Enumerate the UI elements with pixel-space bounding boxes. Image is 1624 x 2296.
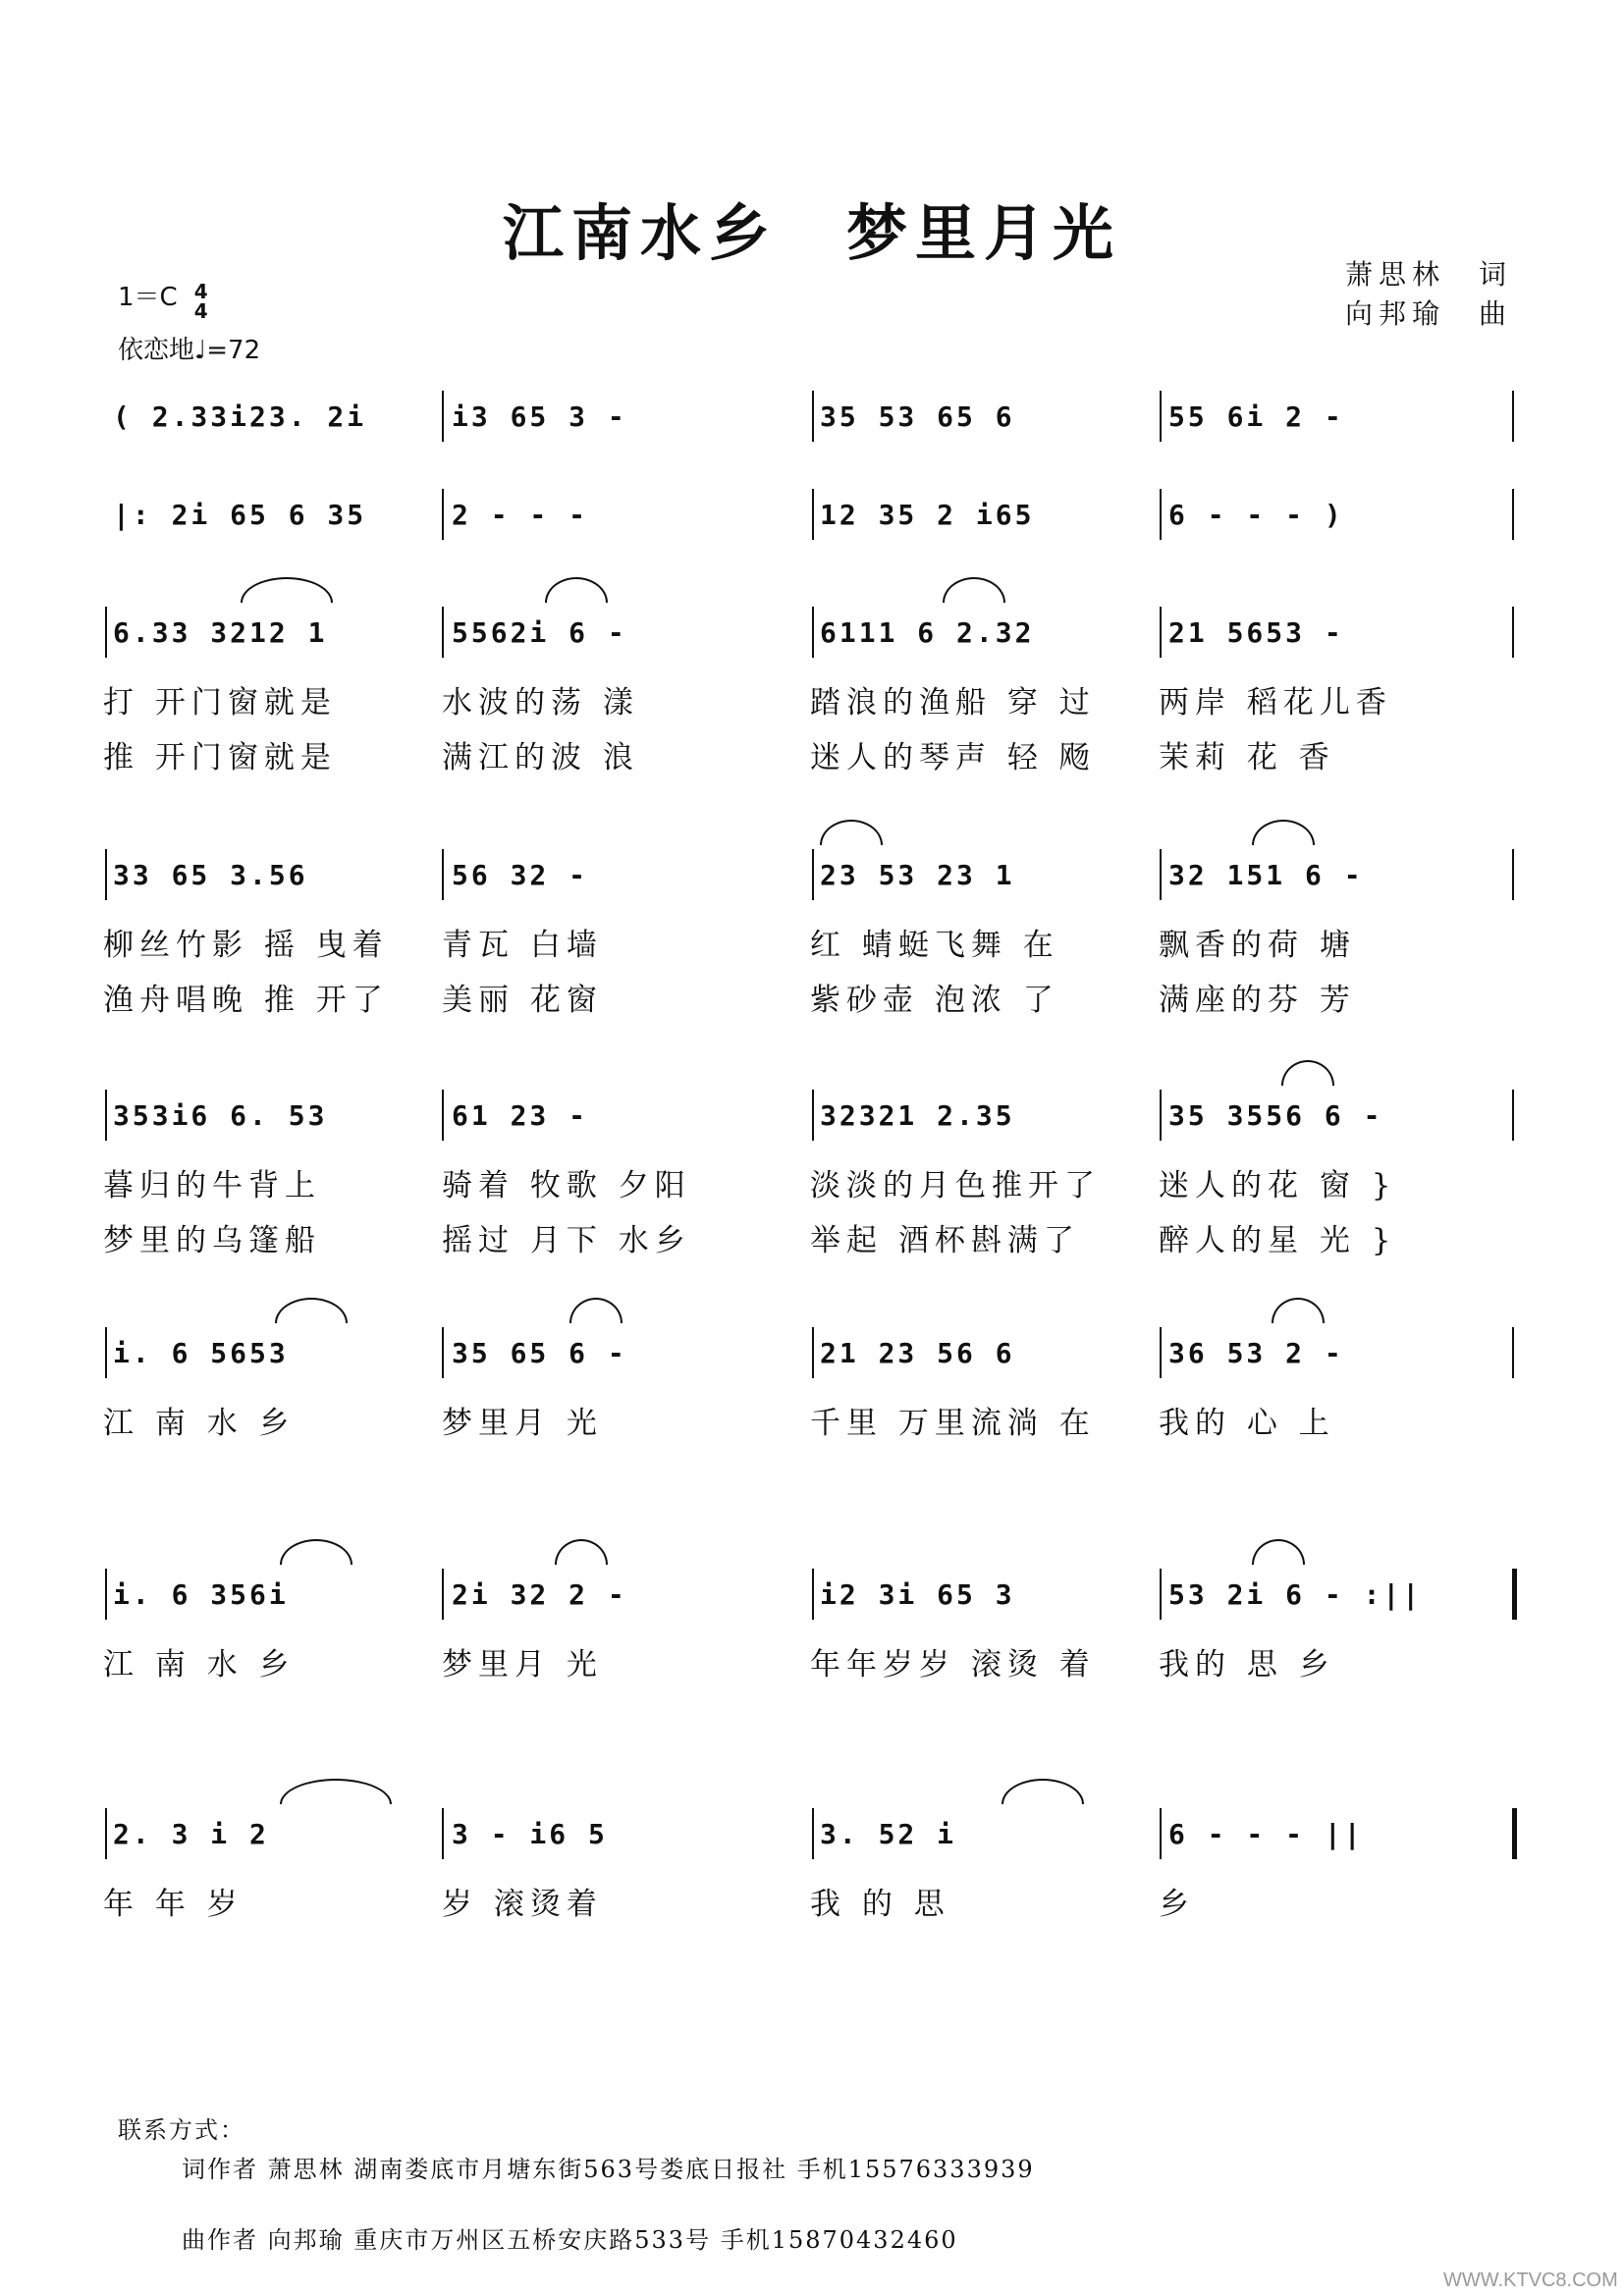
- bar-line: [1512, 607, 1514, 658]
- measure-notes: 61 23 -: [452, 1099, 589, 1132]
- bar-line: [105, 1327, 107, 1378]
- lyric-segment: 举起 酒杯斟满了: [810, 1223, 1080, 1258]
- slur-mark: [943, 577, 1005, 603]
- bar-line: [442, 1090, 444, 1141]
- contact-composer: 曲作者 向邦瑜 重庆市万州区五桥安庆路533号 手机15870432460: [182, 2226, 958, 2254]
- lyric-segment: 满江的波 浪: [442, 740, 639, 775]
- bar-line: [812, 1808, 814, 1859]
- lyric-segment: 醉人的星 光 }: [1159, 1223, 1397, 1258]
- slur-mark: [280, 1779, 392, 1804]
- bar-line: [1512, 489, 1514, 540]
- slur-mark: [545, 577, 608, 603]
- measure-notes: 353i6 6. 53: [113, 1099, 328, 1132]
- time-top: 4: [193, 279, 208, 303]
- bar-line: [105, 1808, 107, 1859]
- measure-notes: 6 - - - ): [1168, 499, 1344, 531]
- measure-notes: 35 65 6 -: [452, 1337, 627, 1369]
- lyric-segment: 迷人的花 窗 }: [1159, 1168, 1397, 1203]
- notation-line: [113, 1337, 1527, 1396]
- measure-notes: 6 - - - ||: [1168, 1818, 1364, 1850]
- bar-line: [442, 849, 444, 900]
- measure-notes: 33 65 3.56: [113, 859, 308, 891]
- lyric-segment: 年 年 岁: [103, 1887, 244, 1922]
- measure-notes: i3 65 3 -: [452, 400, 627, 433]
- bar-line: [1160, 1327, 1162, 1378]
- bar-line: [105, 1090, 107, 1141]
- notation-line: [113, 616, 1527, 675]
- lyric-segment: 推 开门窗就是: [103, 740, 337, 775]
- measure-notes: 2 - - -: [452, 499, 589, 531]
- measure-notes: 23 53 23 1: [820, 859, 1015, 891]
- lyric-segment: 梦里的乌篷船: [103, 1223, 321, 1258]
- lyric-segment: 我的 心 上: [1159, 1406, 1335, 1441]
- bar-line: [105, 1569, 107, 1620]
- measure-notes: i. 6 356i: [113, 1578, 289, 1611]
- bar-line: [1160, 1569, 1162, 1620]
- notation-line: [113, 400, 1527, 459]
- bar-line: [1512, 849, 1514, 900]
- slur-mark: [275, 1298, 348, 1323]
- time-bottom: 4: [193, 298, 208, 323]
- lyric-segment: 梦里月 光: [442, 1647, 603, 1682]
- lyric-segment: 摇过 月下 水乡: [442, 1223, 691, 1258]
- bar-line: [1512, 1090, 1514, 1141]
- bar-line: [1160, 391, 1162, 442]
- lyric-segment: 踏浪的渔船 穿 过: [810, 685, 1096, 721]
- slur-mark: [1272, 1298, 1325, 1323]
- lyric-segment: 骑着 牧歌 夕阳: [442, 1168, 691, 1203]
- slur-mark: [569, 1298, 623, 1323]
- lyric-segment: 茉莉 花 香: [1159, 740, 1335, 775]
- lyric-segment: 打 开门窗就是: [103, 685, 337, 721]
- slur-mark: [555, 1539, 608, 1565]
- measure-notes: 36 53 2 -: [1168, 1337, 1344, 1369]
- measure-notes: i. 6 5653: [113, 1337, 289, 1369]
- lyric-segment: 淡淡的月色推开了: [810, 1168, 1101, 1203]
- measure-notes: 5562i 6 -: [452, 616, 627, 649]
- lyric-segment: 飘香的荷 塘: [1159, 928, 1356, 963]
- lyric-segment: 红 蜻蜓飞舞 在: [810, 928, 1059, 963]
- lyric-segment: 紫砂壶 泡浓 了: [810, 983, 1059, 1018]
- watermark: WWW.KTVC8.COM: [1443, 2269, 1618, 2291]
- bar-line: [1160, 1090, 1162, 1141]
- lyric-segment: 梦里月 光: [442, 1406, 603, 1441]
- measure-notes: 3 - i6 5: [452, 1818, 608, 1850]
- time-signature: [193, 279, 208, 323]
- lyric-segment: 乡: [1159, 1887, 1195, 1922]
- notation-line: [113, 1099, 1527, 1158]
- measure-notes: 2. 3 i 2: [113, 1818, 269, 1850]
- bar-line: [1160, 489, 1162, 540]
- bar-line: [812, 1327, 814, 1378]
- slur-mark: [241, 577, 333, 603]
- lyric-segment: 水波的荡 漾: [442, 685, 639, 721]
- measure-notes: |: 2i 65 6 35: [113, 499, 367, 531]
- measure-notes: 56 32 -: [452, 859, 589, 891]
- measure-notes: 55 6i 2 -: [1168, 400, 1344, 433]
- lyric-segment: 我的 思 乡: [1159, 1647, 1335, 1682]
- lyric-segment: 我 的 思: [810, 1887, 950, 1922]
- key-label: 1＝C: [118, 283, 178, 312]
- lyric-segment: 渔舟唱晚 推 开了: [103, 983, 389, 1018]
- tempo-marking: 依恋地♩=72: [118, 336, 261, 365]
- measure-notes: 6111 6 2.32: [820, 616, 1035, 649]
- slur-mark: [1252, 1539, 1305, 1565]
- lyric-segment: 青瓦 白墙: [442, 928, 603, 963]
- lyric-segment: 江 南 水 乡: [103, 1647, 296, 1682]
- bar-line: [105, 849, 107, 900]
- measure-notes: 21 23 56 6: [820, 1337, 1015, 1369]
- page-title: 江南水乡 梦里月光: [502, 197, 1121, 269]
- contact-label: 联系方式：: [118, 2116, 245, 2144]
- bar-line: [442, 1808, 444, 1859]
- bar-line: [1160, 1808, 1162, 1859]
- bar-line: [812, 1090, 814, 1141]
- slur-mark: [1001, 1779, 1084, 1804]
- measure-notes: 32 151 6 -: [1168, 859, 1364, 891]
- measure-notes: 53 2i 6 - :||: [1168, 1578, 1423, 1611]
- bar-line: [442, 489, 444, 540]
- lyric-segment: 美丽 花窗: [442, 983, 603, 1018]
- lyric-segment: 岁 滚烫着: [442, 1887, 603, 1922]
- bar-line: [442, 391, 444, 442]
- bar-line: [1512, 391, 1514, 442]
- measure-notes: 35 3556 6 -: [1168, 1099, 1383, 1132]
- measure-notes: 21 5653 -: [1168, 616, 1344, 649]
- lyric-segment: 千里 万里流淌 在: [810, 1406, 1096, 1441]
- lyric-segment: 满座的芬 芳: [1159, 983, 1356, 1018]
- measure-notes: 35 53 65 6: [820, 400, 1015, 433]
- slur-mark: [1281, 1060, 1334, 1086]
- bar-line: [1512, 1808, 1517, 1859]
- bar-line: [1512, 1569, 1517, 1620]
- lyric-segment: 年年岁岁 滚烫 着: [810, 1647, 1096, 1682]
- bar-line: [812, 391, 814, 442]
- bar-line: [1512, 1327, 1514, 1378]
- notation-line: [113, 1578, 1527, 1637]
- notation-line: [113, 859, 1527, 918]
- measure-notes: 6.33 3212 1: [113, 616, 328, 649]
- key-signature: [118, 277, 208, 321]
- bar-line: [812, 489, 814, 540]
- notation-line: [113, 499, 1527, 558]
- lyric-segment: 两岸 稻花儿香: [1159, 685, 1392, 721]
- notation-line: [113, 1818, 1527, 1877]
- measure-notes: ( 2.33i23. 2i: [113, 400, 367, 433]
- lyricist-credit: 萧思林 词: [1345, 258, 1513, 291]
- measure-notes: 2i 32 2 -: [452, 1578, 627, 1611]
- bar-line: [812, 607, 814, 658]
- measure-notes: 3. 52 i: [820, 1818, 957, 1850]
- composer-credit: 向邦瑜 曲: [1345, 297, 1513, 330]
- bar-line: [105, 607, 107, 658]
- bar-line: [1160, 607, 1162, 658]
- bar-line: [812, 1569, 814, 1620]
- bar-line: [1160, 849, 1162, 900]
- bar-line: [442, 607, 444, 658]
- measure-notes: 12 35 2 i65: [820, 499, 1035, 531]
- bar-line: [442, 1327, 444, 1378]
- lyric-segment: 柳丝竹影 摇 曳着: [103, 928, 389, 963]
- lyric-segment: 迷人的琴声 轻 飏: [810, 740, 1096, 775]
- measure-notes: i2 3i 65 3: [820, 1578, 1015, 1611]
- contact-lyricist: 词作者 萧思林 湖南娄底市月塘东街563号娄底日报社 手机15576333939: [182, 2156, 1035, 2183]
- slur-mark: [820, 820, 883, 845]
- slur-mark: [1252, 820, 1315, 845]
- bar-line: [442, 1569, 444, 1620]
- lyric-segment: 江 南 水 乡: [103, 1406, 296, 1441]
- measure-notes: 32321 2.35: [820, 1099, 1015, 1132]
- slur-mark: [280, 1539, 352, 1565]
- lyric-segment: 暮归的牛背上: [103, 1168, 321, 1203]
- bar-line: [812, 849, 814, 900]
